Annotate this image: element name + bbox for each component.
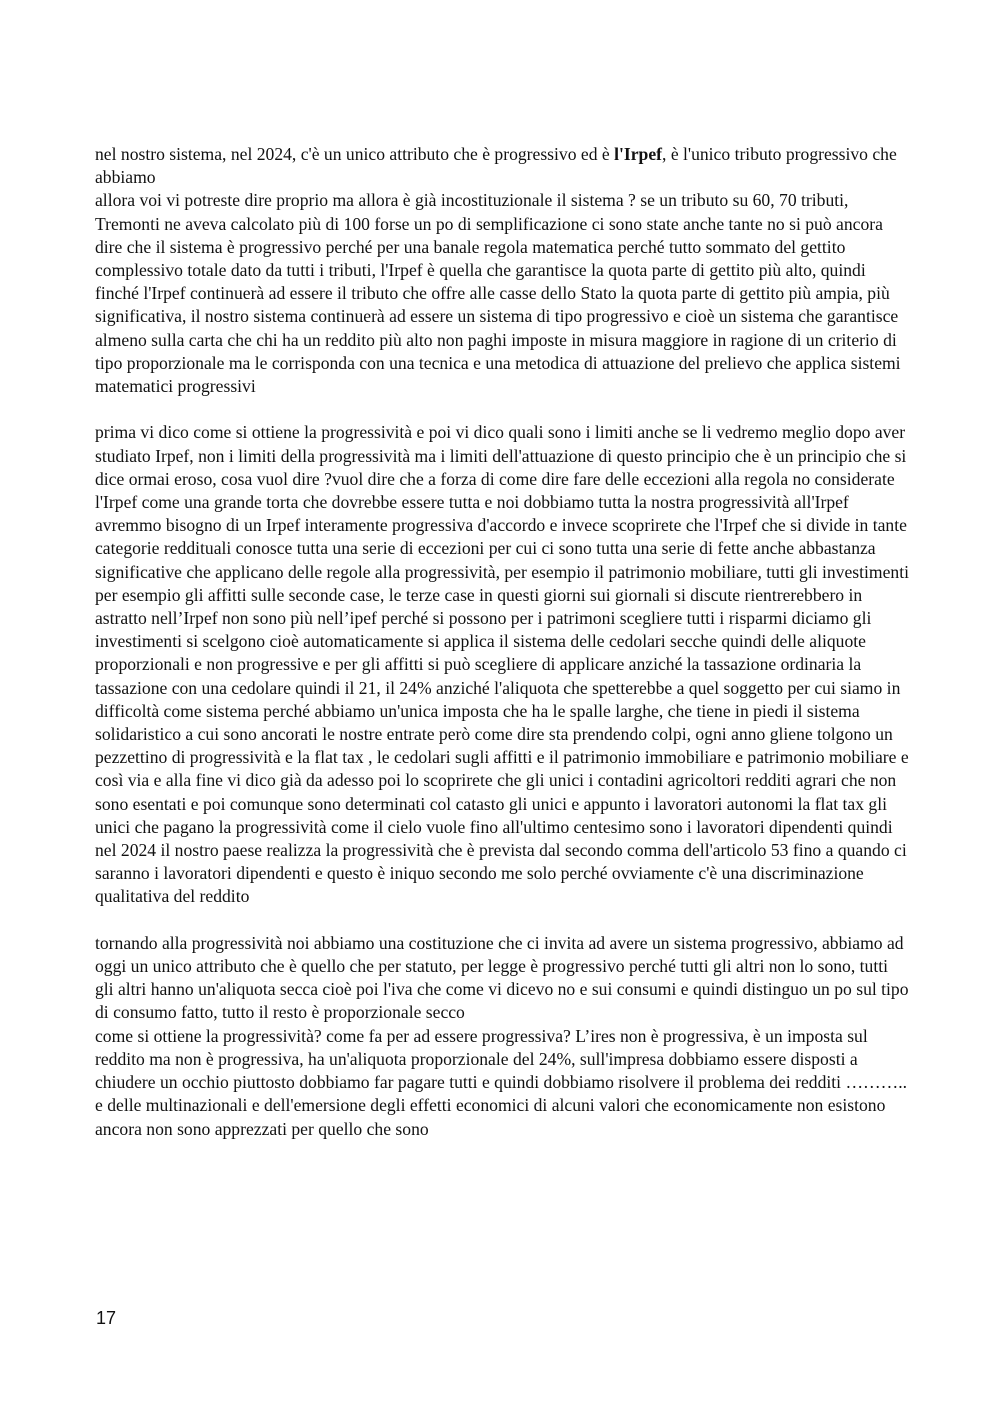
- paragraph-ires: come si ottiene la progressività? come fa per ad essere progressiva? L’ires non è progressiva, è un imposta sul reddito ma non è progressiva, ha un'aliquota proporzionale del 24%, sull'impresa dobbiamo essere disposti a chiudere un occhio piuttosto dobbiamo far pagare tutti e quindi dobbiamo risolvere il problema dei redditi ……….. e delle multinazionali e dell'emersione degli effetti economici di alcuni valori che economicamente non esistono ancora non sono apprezzati per quello che sono: [95, 1025, 908, 1139]
- paragraph-spacer: [95, 909, 910, 932]
- page-number: 17: [96, 1308, 117, 1328]
- paragraph-spacer: [95, 398, 910, 421]
- paragraph-progressivity-limits: prima vi dico come si ottiene la progressività e poi vi dico quali sono i limiti anche se li vedremo meglio dopo aver studiato Irpef, non i limiti della progressività ma i limiti dell'attuazione di questo principio che è un principio che si dice ormai eroso, cosa vuol dire ?vuol dire che a forza di come dire fare delle eccezioni alla regola no considerate l'Irpef come una grande torta che dovrebbe essere tutta e noi dobbiamo tutta la nostra progressività all'Irpef avremmo bisogno di un Irpef interamente progressiva d'accordo e invece scoprirete che l'Irpef che si divide in tante categorie reddituali conosce tutta una serie di eccezioni per cui ci sono tutta una serie di fette anche abbastanza significative che applicano delle regole alla progressività, per esempio il patrimonio mobiliare, tutti gli investimenti per esempio gli affitti sulle seconde case, le terze case in questi giorni sui giornali si discute rientrerebbero in astratto nell’Irpef non sono più nell’ipef perché si possono per i patrimoni scegliere tutti i risparmi diciamo gli investimenti si scelgono cioè automaticamente si applica il sistema delle cedolari secche quindi delle aliquote proporzionali e non progressive e per gli affitti si può scegliere di applicare anziché la tassazione ordinaria la tassazione con una cedolare quindi il 21, il 24% anziché l'aliquota che spetterebbe a quel soggetto per cui siamo in difficoltà come sistema perché abbiamo un'unica imposta che ha le spalle larghe, che tiene in piedi il sistema solidaristico a cui sono ancorati le nostre entrate però come dire sta prendendo colpi, ogni anno gliene tolgono un pezzettino di progressività e la flat tax , le cedolari sugli affitti e il patrimonio immobiliare e patrimonio mobiliare e così via e alla fine vi dico già da adesso poi lo scoprirete che gli unici i contadini agricoltori redditi agrari che non sono esentati e poi comunque sono determinati col catasto gli unici e appunto i lavoratori autonomi la flat tax gli unici che pagano la progressività come il cielo vuole fino all'ultimo centesimo sono i lavoratori dipendenti quindi nel 2024 il nostro paese realizza la progressività che è prevista dal secondo comma dell'articolo 53 fino a quando ci saranno i lavoratori dipendenti e questo è iniquo secondo me solo perché ovviamente c'è una discriminazione qualitativa del reddito: [95, 422, 909, 907]
- paragraph-irpef-intro: [95, 143, 910, 189]
- paragraph-text: , è l'unico tributo progressivo che abbiamo: [95, 144, 897, 188]
- paragraph-text: nel nostro sistema, nel 2024, c'è un unico attributo che è progressivo ed è: [95, 144, 615, 164]
- paragraph-constitution: tornando alla progressività noi abbiamo una costituzione che ci invita ad avere un sistema progressivo, abbiamo ad oggi un unico attributo che è quello che per statuto, per legge è progressivo perché tutti gli altri non lo sono, tutti gli altri hanno un'aliquota secca cioè poi l'iva che come vi dicevo no e sui consumi e quindi distinguo un po sul tipo di consumo fatto, tutto il resto è proporzionale secco: [95, 932, 909, 1023]
- irpef-bold-term: l'Irpef: [614, 144, 663, 164]
- paragraph-system-progressive: allora voi vi potreste dire proprio ma allora è già incostituzionale il sistema ? se un tributo su 60, 70 tributi, Tremonti ne aveva calcolato più di 100 forse un po di semplificazione ci sono state anche tante no si può ancora dire che il sistema è progressivo perché per una banale regola matematica perché tutto sommato del gettito complessivo totale dato da tutti i tributi, l'Irpef è quella che garantisce la quota parte di gettito più alto, quindi finché l'Irpef continuerà ad essere il tributo che offre alle casse dello Stato la quota parte di gettito più ampia, più significativa, il nostro sistema continuerà ad essere un sistema di tipo progressivo e cioè un sistema che garantisce almeno sulla carta che chi ha un reddito più alto non paghi imposte in misura maggiore in ragione di un criterio di tipo proporzionale ma le corrisponda con una tecnica e una metodica di attuazione del prelievo che applica sistemi matematici progressivi: [95, 190, 901, 397]
- document-body: [95, 143, 910, 1141]
